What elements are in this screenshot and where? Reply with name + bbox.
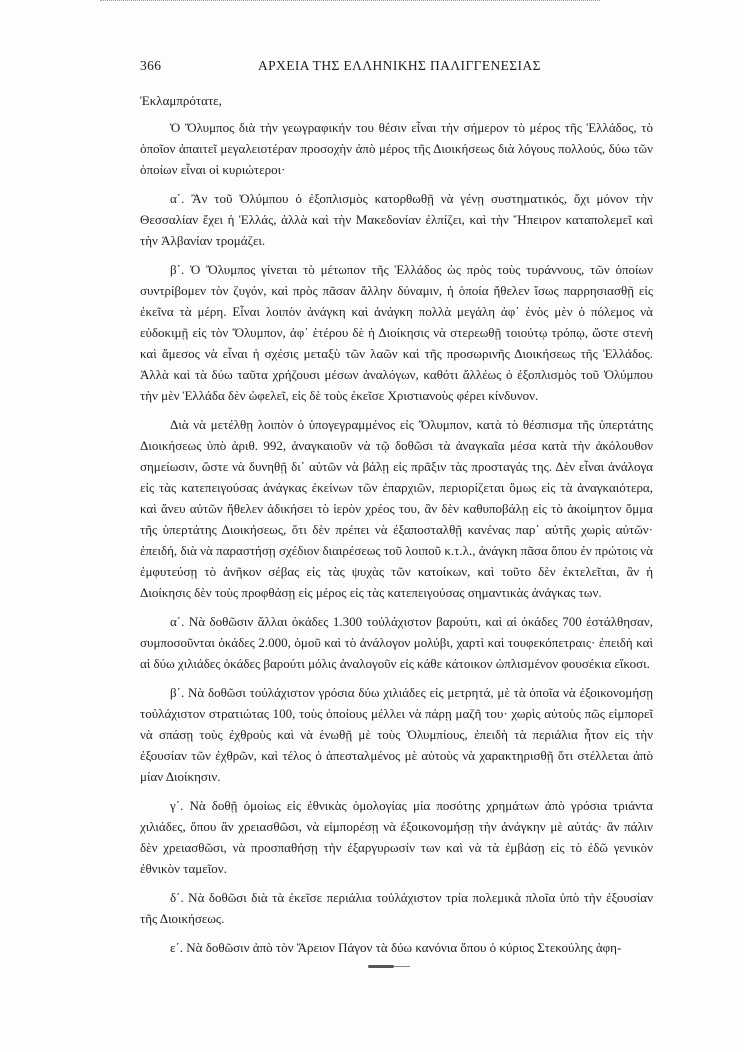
paragraph-point-b: β΄. Ὁ Ὄλυμπος γίνεται τὸ μέτωπον τῆς Ἑλλάδος ὡς πρὸς τοὺς τυράννους, τῶν ὁποίων συντρίβομεν τὸν ζυγόν, καὶ πρὸς πᾶσαν ἄλλην δύναμιν, ἡ ὁποία ἤθελεν ἴσως παρρησιασθῇ εἰς ἐκεῖνα τὰ μέρη. Εἶναι λοιπὸν ἀνάγκη καὶ ἀνάγκη πολλὰ μεγάλη ἀφ᾽ ἑνὸς μὲν ὁ πόλεμος νὰ εὐδοκιμῇ εἰς τὸν Ὄλυμπον, ἀφ᾽ ἑτέρου δὲ ἡ Διοίκησις νὰ στερεωθῇ τοιούτῳ τρόπῳ, ὥστε στενὴ καὶ ἄμεσος νὰ εἶναι ἡ σχέσις μεταξὺ τῶν λαῶν καὶ τῆς προσωρινῆς Διοικήσεως τῆς Ἑλλάδος. Ἀλλὰ καὶ τὰ δύω ταῦτα χρήζουσι μέσων ἀναλόγων, καθότι ἄλλέως ὁ ἐξοπλισμὸς τοῦ Ὀλύμπου τὴν μὲν Ἑλλάδα δὲν ὠφελεῖ, εἰς δὲ τοὺς ἐκεῖσε Χριστιανοὺς φέρει κίνδυνον. [140, 262, 653, 403]
footer-ornament-tail [394, 966, 410, 967]
paragraph-item-d: δ΄. Νὰ δοθῶσι διὰ τὰ ἐκεῖσε περιάλια τοὐλάχιστον τρία πολεμικὰ πλοῖα ὑπὸ τὴν ἐξουσίαν τῆς Διοικήσεως. [140, 890, 653, 926]
salutation: Ἐκλαμπρότατε, [140, 93, 222, 108]
paragraph-point-a: α΄. Ἂν τοῦ Ὀλύμπου ὁ ἐξοπλισμὸς κατορθωθῇ νὰ γένῃ συστηματικός, ὄχι μόνον τὴν Θεσσαλίαν ἔχει ἡ Ἑλλάς, ἀλλὰ καὶ τὴν Μακεδονίαν ἐλπίζει, καὶ τὴν Ἤπειρον καταπολεμεῖ καὶ τὴν Ἀλβανίαν τρομάζει. [140, 191, 653, 248]
scan-edge-mark [100, 0, 600, 8]
paragraph-item-b: β΄. Νὰ δοθῶσι τοὐλάχιστον γρόσια δύω χιλιάδες εἰς μετρητά, μὲ τὰ ὁποῖα νὰ ἐξοικονομήσῃ τοὐλάχιστον στρατιώτας 100, τοὺς ὁποίους μέλλει νὰ πάρῃ μαζῆ του· χωρὶς αὐτοὺς πῶς εἰμπορεῖ νὰ σπάσῃ τοὺς ἐχθροὺς καὶ νὰ ἑνωθῇ μὲ τοὺς Ὀλυμπίους, ἐπειδὴ τὰ περιάλια ἦτον εἰς τὴν ἐξουσίαν τῶν ἐχθρῶν, καὶ τέλος ὁ ἀπεσταλμένος μὲ αὐτοὺς νὰ χαρακτηρισθῇ ὅτι στέλλεται ἀπὸ μίαν Διοίκησιν. [140, 685, 653, 784]
paragraph-item-c: γ΄. Νὰ δοθῇ ὁμοίως εἰς ἐθνικὰς ὁμολογίας μία ποσότης χρημάτων ἀπὸ γρόσια τριάντα χιλιάδες, ὅπου ἂν χρειασθῶσι, νὰ εἰμπορέσῃ νὰ ἐξοικονομήσῃ τὴν ἀνάγκην μὲ αὐτάς· ἂν πάλιν δὲν χρειασθῶσι, νὰ προσπαθήσῃ τὴν ἐξαργυρωσίν των καὶ νὰ τὰ ἐμβάσῃ εἰς τὸ ἐδῶ γενικὸν ἐθνικὸν ταμεῖον. [140, 798, 653, 876]
page-number: 366 [140, 58, 162, 73]
footer-ornament [368, 965, 394, 968]
paragraph-item-e: ε΄. Νὰ δοθῶσιν ἀπὸ τὸν Ἄρειον Πάγον τὰ δύω κανόνια ὅπου ὁ κύριος Στεκούλης ἀφη- [170, 940, 622, 955]
document-body [140, 90, 653, 966]
paragraph-request: Διὰ νὰ μετέλθῃ λοιπὸν ὁ ὑπογεγραμμένος εἰς Ὄλυμπον, κατὰ τὸ θέσπισμα τῆς ὑπερτάτης Διοικήσεως ὑπὸ ἀριθ. 992, ἀναγκαιοῦν νὰ τῷ δοθῶσι τὰ ἀναγκαῖα μέσα κατὰ τὴν ἀκόλουθον σημείωσιν, ὥστε νὰ δυνηθῇ δι᾽ αὐτῶν νὰ βάλῃ εἰς πρᾶξιν τὰς προσταγάς της. Δὲν εἶναι ἀνάλογα εἰς τὰς κατεπειγούσας ἀνάγκας ἐκείνων τῶν ἐπαρχιῶν, περιορίζεται ὅμως εἰς τὰ ἀναγκαιότερα, καὶ ἄνευ αὐτῶν ἤθελεν ἀδικήσει τὸ ἱερὸν χρέος του, ἂν δὲν καθυποβάλῃ εἰς τὸ ἀκοίμητον ὄμμα τῆς ὑπερτάτης Διοικήσεως, ὅτι δὲν πρέπει νὰ ἐξαποσταλθῇ κανένας παρ᾽ αὐτῆς χωρὶς αὐτῶν· ἐπειδή, διὰ νὰ παραστήσῃ σχέδιον διαιρέσεως τοῦ λοιποῦ κ.τ.λ., ἀνάγκη πᾶσα ὅπου ἐν πρώτοις νὰ ἐμφυτεύσῃ τὸ ἀνῆκον σέβας εἰς τὰς ψυχὰς τῶν κατοίκων, καὶ τοῦτο δὲν ἐκτελεῖται, ἂν ἡ Διοίκησις δὲν τοὺς προφθάσῃ εἰς μέρος εἰς τὰς κατεπειγούσας σημαντικὰς ἀνάγκας των. [140, 417, 653, 600]
paragraph-item-a: α΄. Νὰ δοθῶσιν ἄλλαι ὀκάδες 1.300 τοὐλάχιστον βαρούτι, καὶ αἱ ὀκάδες 700 ἐστάλθησαν, συμποσοῦνται ὀκάδες 2.000, ὁμοῦ καὶ τὸ ἀνάλογον μολύβι, χαρτὶ καὶ τουφεκόπετραις· ἐπειδὴ καὶ αἱ δύω χιλιάδες ὀκάδες βαρούτι μόλις ἀναλογοῦν εἰς κάθε κάτοικον ὡπλισμένον φουσέκια εἴκοσι. [140, 614, 653, 671]
paragraph-intro: Ὁ Ὄλυμπος διὰ τὴν γεωγραφικήν του θέσιν εἶναι τὴν σήμερον τὸ μέρος τῆς Ἑλλάδος, τὸ ὁποῖον ἀπαιτεῖ μεγαλειοτέραν προσοχὴν ἀπὸ μέρος τῆς Διοικήσεως διὰ λόγους πολλούς, δύω τῶν ὁποίων εἶναι οἱ κυριώτεροι· [140, 120, 653, 177]
running-head: ΑΡΧΕΙΑ ΤΗΣ ΕΛΛΗΝΙΚΗΣ ΠΑΛΙΓΓΕΝΕΣΙΑΣ [258, 58, 541, 73]
page-header [140, 58, 660, 76]
